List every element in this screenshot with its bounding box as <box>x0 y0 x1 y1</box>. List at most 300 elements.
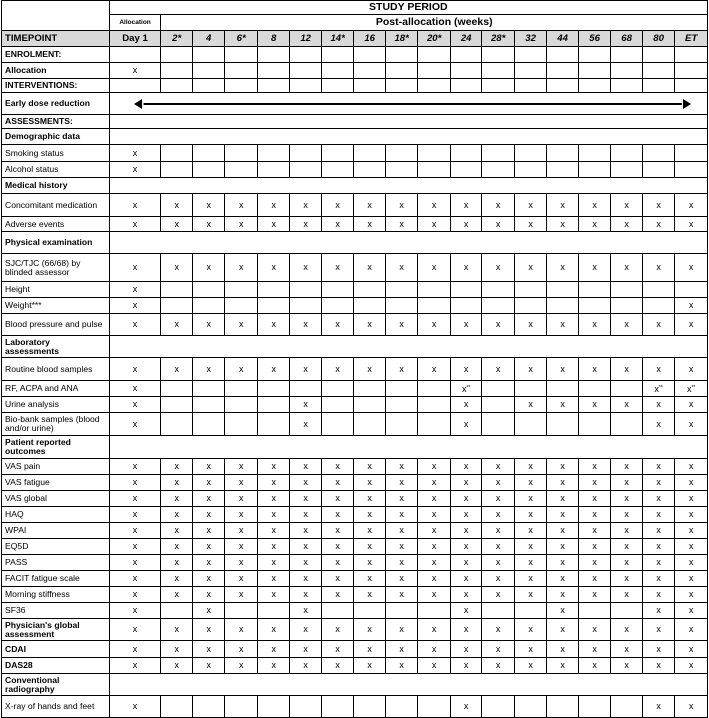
schedule-cell: x <box>290 459 321 475</box>
schedule-cell: x <box>514 641 547 658</box>
schedule-cell <box>257 397 290 413</box>
schedule-cell: x <box>290 254 321 282</box>
schedule-cell: x <box>547 194 578 217</box>
schedule-row <box>2 336 708 358</box>
row-label: WPAI <box>2 523 110 539</box>
schedule-cell: x <box>192 194 225 217</box>
schedule-cell <box>385 603 418 619</box>
row-label: Blood pressure and pulse <box>2 314 110 336</box>
schedule-cell <box>514 63 547 79</box>
schedule-cell <box>578 381 611 397</box>
schedule-cell: x <box>418 571 451 587</box>
schedule-cell <box>225 298 258 314</box>
arrowhead-left-icon <box>134 99 142 109</box>
schedule-cell: x <box>225 619 258 641</box>
schedule-cell: x <box>547 619 578 641</box>
schedule-cell: x <box>321 491 354 507</box>
schedule-cell <box>514 145 547 162</box>
schedule-cell: x <box>161 571 192 587</box>
schedule-cell <box>450 162 481 178</box>
schedule-cell <box>109 79 161 93</box>
schedule-row <box>2 298 708 314</box>
schedule-cell <box>257 298 290 314</box>
schedule-cell: x <box>257 555 290 571</box>
schedule-cell: x <box>547 603 578 619</box>
schedule-cell: x <box>418 358 451 381</box>
schedule-cell <box>192 162 225 178</box>
schedule-cell: x <box>225 571 258 587</box>
schedule-cell: x <box>611 217 642 232</box>
schedule-cell <box>257 413 290 436</box>
schedule-cell <box>290 162 321 178</box>
schedule-row <box>2 217 708 232</box>
schedule-cell: x <box>161 523 192 539</box>
schedule-cell: x <box>675 587 708 603</box>
schedule-cell: x <box>547 459 578 475</box>
schedule-cell: x <box>547 217 578 232</box>
schedule-cell: x <box>354 314 385 336</box>
schedule-cell: x <box>547 491 578 507</box>
schedule-cell <box>385 47 418 63</box>
row-label: CDAI <box>2 641 110 658</box>
row-label: Medical history <box>2 178 110 194</box>
schedule-row <box>2 93 708 115</box>
schedule-cell: x <box>290 587 321 603</box>
schedule-cell: x <box>290 539 321 555</box>
schedule-cell: x <box>354 491 385 507</box>
schedule-cell: x <box>418 539 451 555</box>
schedule-cell: x <box>547 523 578 539</box>
schedule-cell: x <box>161 507 192 523</box>
schedule-row <box>2 178 708 194</box>
schedule-cell <box>161 298 192 314</box>
schedule-cell: x <box>578 217 611 232</box>
row-label: Patient reported outcomes <box>2 436 110 459</box>
schedule-cell <box>450 145 481 162</box>
schedule-cell: x <box>354 619 385 641</box>
schedule-cell: x <box>192 539 225 555</box>
schedule-cell <box>385 282 418 298</box>
schedule-row <box>2 145 708 162</box>
schedule-cell: x <box>675 475 708 491</box>
schedule-cell: x <box>109 145 161 162</box>
schedule-cell: x <box>354 194 385 217</box>
row-label: INTERVENTIONS: <box>2 79 110 93</box>
schedule-cell <box>675 79 708 93</box>
schedule-cell: x <box>514 358 547 381</box>
schedule-cell: x <box>482 555 515 571</box>
schedule-cell <box>611 298 642 314</box>
schedule-cell: x <box>192 459 225 475</box>
schedule-cell: x <box>354 475 385 491</box>
schedule-cell: x <box>611 254 642 282</box>
schedule-cell <box>192 47 225 63</box>
schedule-cell <box>514 282 547 298</box>
schedule-cell: x <box>578 539 611 555</box>
schedule-cell <box>611 282 642 298</box>
schedule-cell: x <box>514 194 547 217</box>
schedule-cell: x** <box>450 381 481 397</box>
schedule-cell <box>578 145 611 162</box>
schedule-cell: x <box>450 314 481 336</box>
schedule-cell <box>547 63 578 79</box>
schedule-cell: x <box>482 459 515 475</box>
schedule-cell: x <box>418 658 451 674</box>
schedule-cell: x <box>109 63 161 79</box>
schedule-cell <box>354 413 385 436</box>
schedule-cell <box>482 63 515 79</box>
schedule-cell: x <box>109 523 161 539</box>
schedule-cell <box>225 79 258 93</box>
timepoint-header: 68 <box>611 31 642 47</box>
schedule-cell <box>418 381 451 397</box>
schedule-cell <box>321 162 354 178</box>
schedule-cell: x <box>450 194 481 217</box>
schedule-cell <box>257 79 290 93</box>
schedule-cell <box>192 298 225 314</box>
schedule-cell: x <box>321 217 354 232</box>
schedule-cell <box>354 603 385 619</box>
schedule-cell: x <box>290 217 321 232</box>
schedule-cell <box>385 696 418 718</box>
schedule-cell: x <box>192 658 225 674</box>
timepoint-header: 6* <box>225 31 258 47</box>
row-label: Alcohol status <box>2 162 110 178</box>
schedule-cell: x <box>385 641 418 658</box>
schedule-cell: x <box>675 555 708 571</box>
schedule-cell <box>675 47 708 63</box>
schedule-cell: x <box>642 658 675 674</box>
schedule-cell: x <box>611 397 642 413</box>
schedule-cell: x <box>482 491 515 507</box>
schedule-row <box>2 397 708 413</box>
schedule-cell: x <box>514 523 547 539</box>
schedule-cell: x <box>514 539 547 555</box>
schedule-cell <box>482 145 515 162</box>
schedule-cell: x <box>482 358 515 381</box>
schedule-cell <box>675 63 708 79</box>
schedule-cell: x <box>675 254 708 282</box>
schedule-cell: x <box>109 491 161 507</box>
timepoint-header: 16 <box>354 31 385 47</box>
schedule-cell <box>418 47 451 63</box>
schedule-cell: x <box>418 587 451 603</box>
schedule-row <box>2 232 708 254</box>
schedule-cell <box>578 696 611 718</box>
schedule-cell: x <box>482 217 515 232</box>
schedule-cell: x <box>450 539 481 555</box>
schedule-cell: x <box>161 194 192 217</box>
schedule-cell: x <box>321 358 354 381</box>
schedule-cell <box>611 145 642 162</box>
schedule-cell <box>225 696 258 718</box>
schedule-cell: x <box>547 641 578 658</box>
schedule-cell: x <box>354 523 385 539</box>
schedule-row <box>2 619 708 641</box>
schedule-cell: x <box>611 491 642 507</box>
schedule-cell: x <box>450 641 481 658</box>
schedule-cell: x <box>385 475 418 491</box>
schedule-cell: x <box>450 619 481 641</box>
schedule-cell: x <box>225 491 258 507</box>
schedule-cell <box>611 79 642 93</box>
timepoint-header: 56 <box>578 31 611 47</box>
schedule-cell: x <box>354 641 385 658</box>
schedule-cell: x <box>161 358 192 381</box>
row-label: RF, ACPA and ANA <box>2 381 110 397</box>
schedule-row <box>2 162 708 178</box>
study-period-heading: STUDY PERIOD <box>109 1 707 15</box>
schedule-cell: x <box>321 587 354 603</box>
schedule-cell: x <box>290 641 321 658</box>
schedule-cell: x <box>354 658 385 674</box>
timepoint-header: 28* <box>482 31 515 47</box>
row-label: Physical examination <box>2 232 110 254</box>
schedule-cell <box>514 696 547 718</box>
schedule-cell <box>290 696 321 718</box>
schedule-cell: x <box>192 603 225 619</box>
schedule-cell: x <box>385 587 418 603</box>
schedule-cell <box>385 145 418 162</box>
schedule-cell: x <box>109 696 161 718</box>
schedule-cell: x <box>290 475 321 491</box>
schedule-cell: x <box>578 555 611 571</box>
schedule-row <box>2 358 708 381</box>
schedule-cell <box>578 47 611 63</box>
schedule-cell <box>611 63 642 79</box>
schedule-row <box>2 254 708 282</box>
schedule-cell: x <box>642 523 675 539</box>
schedule-cell: x <box>225 475 258 491</box>
schedule-cell <box>547 162 578 178</box>
schedule-cell: x <box>290 358 321 381</box>
row-label: Early dose reduction <box>2 93 110 115</box>
schedule-cell: x <box>290 603 321 619</box>
schedule-cell <box>354 47 385 63</box>
row-label: Adverse events <box>2 217 110 232</box>
schedule-cell <box>482 79 515 93</box>
schedule-cell <box>514 413 547 436</box>
schedule-cell <box>482 696 515 718</box>
schedule-cell: x <box>192 217 225 232</box>
schedule-cell: x <box>578 459 611 475</box>
schedule-cell: x <box>450 523 481 539</box>
schedule-cell: x <box>192 475 225 491</box>
schedule-row <box>2 603 708 619</box>
schedule-cell: x <box>675 696 708 718</box>
schedule-cell: x <box>109 507 161 523</box>
schedule-cell: x <box>482 523 515 539</box>
schedule-cell <box>161 282 192 298</box>
schedule-cell: x <box>418 523 451 539</box>
schedule-cell: x <box>225 523 258 539</box>
schedule-cell <box>109 47 161 63</box>
schedule-cell: x <box>578 507 611 523</box>
schedule-cell <box>418 162 451 178</box>
schedule-cell <box>257 696 290 718</box>
schedule-cell: x <box>482 254 515 282</box>
schedule-cell <box>642 162 675 178</box>
schedule-cell: x <box>514 658 547 674</box>
schedule-cell: x <box>675 314 708 336</box>
schedule-cell: x <box>675 507 708 523</box>
schedule-row <box>2 696 708 718</box>
section-blank-cell <box>109 178 707 194</box>
schedule-cell <box>611 603 642 619</box>
schedule-cell <box>482 381 515 397</box>
schedule-cell: x <box>192 358 225 381</box>
schedule-cell: x <box>418 459 451 475</box>
schedule-cell <box>642 79 675 93</box>
schedule-cell <box>514 381 547 397</box>
schedule-cell <box>385 397 418 413</box>
schedule-row <box>2 63 708 79</box>
schedule-cell <box>578 413 611 436</box>
schedule-cell <box>547 696 578 718</box>
schedule-cell: x <box>354 254 385 282</box>
schedule-cell: x <box>547 397 578 413</box>
schedule-cell: x <box>450 397 481 413</box>
schedule-cell: x <box>578 641 611 658</box>
schedule-cell: x <box>642 603 675 619</box>
schedule-cell: x <box>290 571 321 587</box>
timepoint-header: 80 <box>642 31 675 47</box>
schedule-cell: x <box>290 413 321 436</box>
schedule-cell <box>642 298 675 314</box>
schedule-cell: x <box>675 194 708 217</box>
row-label: Allocation <box>2 63 110 79</box>
schedule-cell: x <box>547 555 578 571</box>
schedule-cell: x <box>161 658 192 674</box>
schedule-cell: x <box>161 491 192 507</box>
schedule-cell <box>161 397 192 413</box>
row-label: Routine blood samples <box>2 358 110 381</box>
schedule-cell: x <box>321 641 354 658</box>
schedule-cell: x <box>675 658 708 674</box>
schedule-cell <box>675 162 708 178</box>
schedule-cell: x <box>675 413 708 436</box>
schedule-cell: x <box>611 459 642 475</box>
schedule-cell: x <box>109 555 161 571</box>
schedule-cell: x <box>675 217 708 232</box>
schedule-cell <box>192 79 225 93</box>
schedule-cell: x <box>450 696 481 718</box>
schedule-cell: x <box>290 491 321 507</box>
schedule-cell: x <box>257 358 290 381</box>
row-label: Height <box>2 282 110 298</box>
schedule-cell: x <box>418 314 451 336</box>
schedule-row <box>2 459 708 475</box>
schedule-cell: x <box>611 571 642 587</box>
schedule-cell: x <box>578 587 611 603</box>
schedule-cell: x <box>192 314 225 336</box>
schedule-cell <box>514 298 547 314</box>
schedule-cell: x <box>482 539 515 555</box>
schedule-cell: x <box>642 571 675 587</box>
row-label: Laboratory assessments <box>2 336 110 358</box>
schedule-cell <box>482 397 515 413</box>
schedule-cell <box>321 63 354 79</box>
schedule-cell: x <box>290 507 321 523</box>
schedule-cell <box>161 79 192 93</box>
row-label: HAQ <box>2 507 110 523</box>
schedule-row <box>2 587 708 603</box>
schedule-cell: x <box>321 254 354 282</box>
schedule-cell: x <box>611 314 642 336</box>
row-label: Weight*** <box>2 298 110 314</box>
schedule-cell: x <box>514 217 547 232</box>
schedule-cell <box>482 298 515 314</box>
schedule-cell: x <box>418 194 451 217</box>
schedule-cell <box>418 603 451 619</box>
schedule-cell <box>418 145 451 162</box>
timepoint-header: 20* <box>418 31 451 47</box>
schedule-cell: x <box>257 475 290 491</box>
schedule-cell: x <box>578 254 611 282</box>
schedule-row <box>2 381 708 397</box>
schedule-cell <box>611 413 642 436</box>
section-blank-cell <box>109 674 707 696</box>
schedule-cell: x <box>225 555 258 571</box>
row-label: Smoking status <box>2 145 110 162</box>
schedule-cell <box>547 298 578 314</box>
schedule-cell: x <box>514 571 547 587</box>
schedule-cell <box>354 696 385 718</box>
schedule-cell <box>578 603 611 619</box>
schedule-cell: x <box>642 491 675 507</box>
timepoint-header: 32 <box>514 31 547 47</box>
schedule-cell: x <box>514 459 547 475</box>
schedule-cell <box>225 397 258 413</box>
schedule-cell: x <box>109 381 161 397</box>
schedule-cell: x <box>514 475 547 491</box>
schedule-cell: x <box>161 475 192 491</box>
section-blank-cell <box>109 336 707 358</box>
schedule-cell: x <box>109 282 161 298</box>
schedule-cell: x <box>109 658 161 674</box>
timepoint-header: 2* <box>161 31 192 47</box>
row-label: Bio-bank samples (blood and/or urine) <box>2 413 110 436</box>
schedule-cell: x <box>225 658 258 674</box>
schedule-cell <box>354 381 385 397</box>
schedule-cell <box>192 381 225 397</box>
early-dose-reduction-span <box>109 93 707 115</box>
schedule-cell <box>547 282 578 298</box>
schedule-cell <box>514 162 547 178</box>
schedule-row <box>2 507 708 523</box>
schedule-cell: x <box>450 507 481 523</box>
schedule-cell: x <box>642 696 675 718</box>
schedule-cell: x <box>109 475 161 491</box>
schedule-cell: x <box>225 587 258 603</box>
schedule-cell: x <box>675 523 708 539</box>
schedule-cell <box>482 162 515 178</box>
schedule-cell: x <box>611 194 642 217</box>
schedule-cell <box>385 413 418 436</box>
schedule-cell: x <box>225 459 258 475</box>
schedule-cell <box>675 282 708 298</box>
schedule-cell: x <box>642 555 675 571</box>
schedule-cell: x <box>354 587 385 603</box>
schedule-cell <box>354 298 385 314</box>
schedule-cell: x <box>578 194 611 217</box>
schedule-cell: x <box>354 507 385 523</box>
schedule-cell: x <box>321 555 354 571</box>
schedule-cell: x <box>109 641 161 658</box>
schedule-cell <box>547 47 578 63</box>
schedule-cell <box>161 696 192 718</box>
schedule-cell: x <box>642 397 675 413</box>
